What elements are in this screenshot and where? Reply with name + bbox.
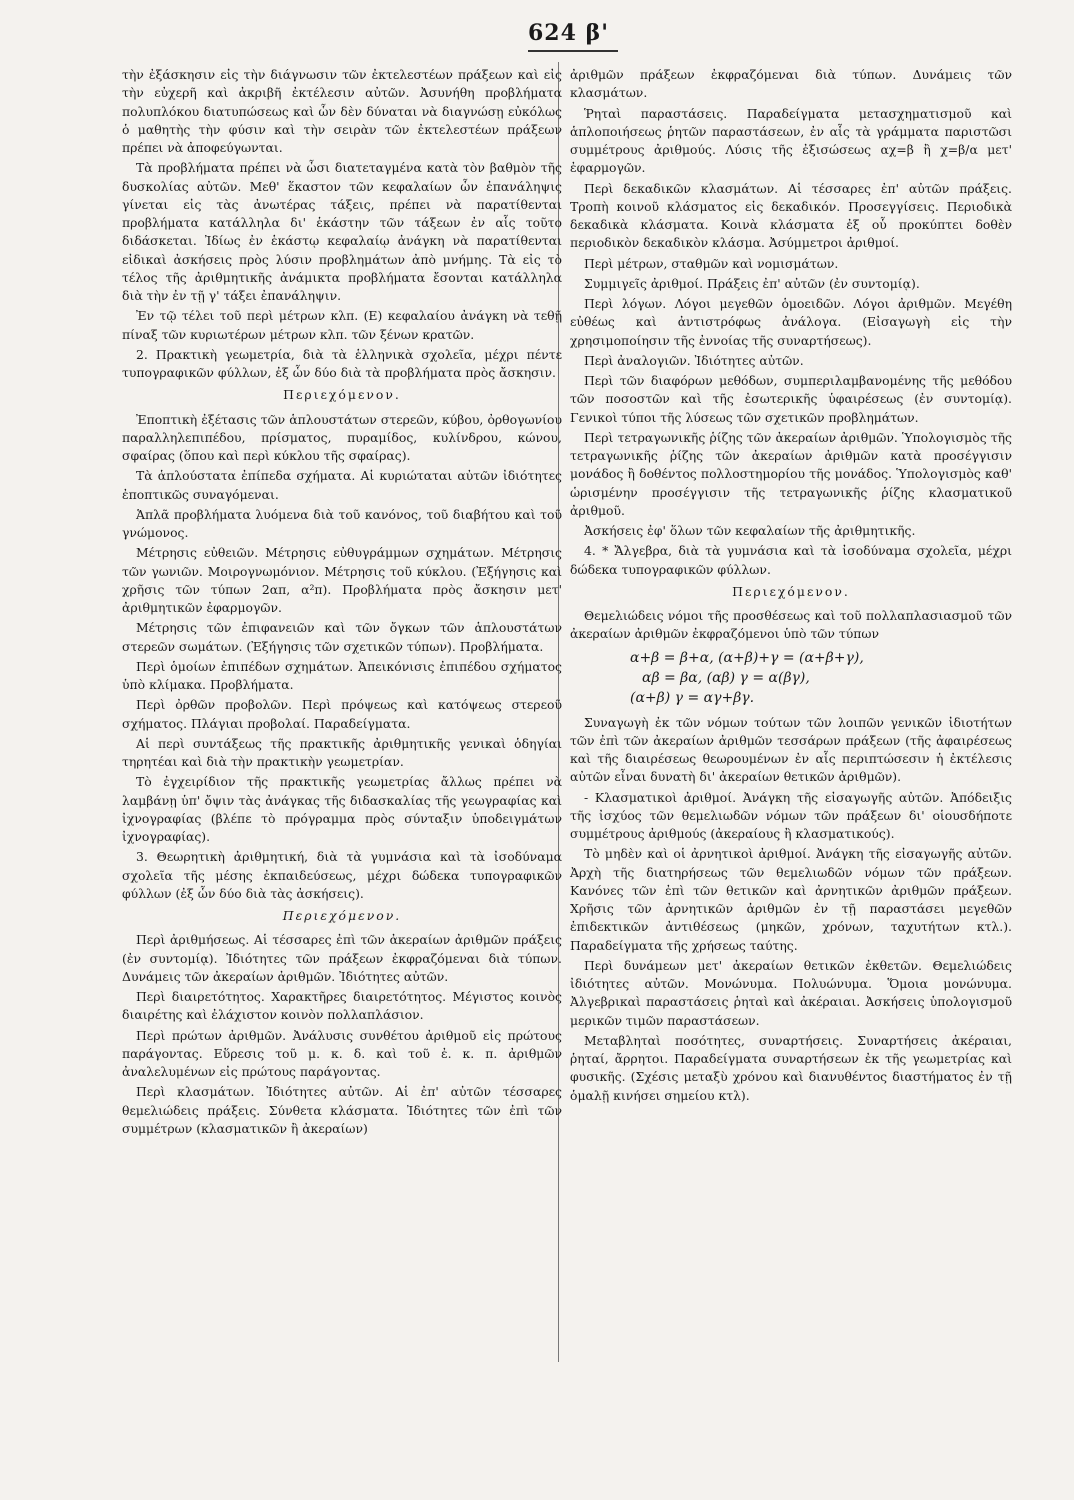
paragraph: Περὶ ἀριθμήσεως. Αἱ τέσσαρες ἐπὶ τῶν ἀκεραίων ἀριθμῶν πράξεις (ἐν συντομίᾳ). Ἰδιότητες τῶν πράξεων ἐκφραζόμεναι διὰ τύπων. Δυνάμεις τῶν ἀκεραίων ἀριθμῶν. Ἰδιότητες αὐτῶν. [122,932,562,984]
formula-line: α+β = β+α, (α+β)+γ = (α+β+γ), [630,649,864,666]
formula-line: (α+β) γ = αγ+βγ. [630,689,755,706]
paragraph: Τὸ ἐγχειρίδιον τῆς πρακτικῆς γεωμετρίας ἄλλως πρέπει νὰ λαμβάνῃ ὑπ' ὄψιν τὰς ἀνάγκας τῆς διδασκαλίας τῆς γεωγραφίας καὶ ἰχνογραφίας (βλέπε τὸ πρόγραμμα πρὸς σύνταξιν ὑποδειγμάτων ἰχνογραφίας). [122,774,562,844]
paragraph: Τὰ προβλήματα πρέπει νὰ ὦσι διατεταγμένα κατὰ τὸν βαθμὸν τῆς δυσκολίας αὐτῶν. Μεθ' ἕκαστον τῶν κεφαλαίων ὧν ἐπανάληψις γίνεται εἰς τὰς ἀνωτέρας τάξεις, πρέπει νὰ παρατίθενται προβλήματα κατάλληλα δι' ἑκάστην τῶν τάξεων ἐν αἷς τοῦτο διδάσκεται. Ἰδίως ἐν ἑκάστῳ κεφαλαίῳ ἀνάγκη νὰ παρατίθενται εἰδικαὶ ἀσκήσεις πρὸς λύσιν προβλημάτων ἀπὸ μνήμης. Τὰ εἰς τὸ τέλος τῆς ἀριθμητικῆς ἀνάμικτα προβλήματα ἔσονται κατάλληλα διὰ τὴν ἐν τῇ γ' τάξει ἐπανάληψιν. [122,160,562,303]
section-title: 4. * Ἄλγεβρα, διὰ τὰ γυμνάσια καὶ τὰ ἰσοδύναμα σχολεῖα, μέχρι δώδεκα τυπογραφικῶν φύλλων. [570,543,1012,577]
left-column [122,66,562,1140]
section-title: 3. Θεωρητικὴ ἀριθμητική, διὰ τὰ γυμνάσια καὶ τὰ ἰσοδύναμα σχολεῖα τῆς μέσης ἐκπαιδεύσεως, μέχρι δώδεκα τυπογραφικῶν φύλλων (ἐξ ὧν δύο διὰ τὰς ἀσκήσεις). [122,849,562,901]
paragraph: Περὶ ὁμοίων ἐπιπέδων σχημάτων. Ἀπεικόνισις ἐπιπέδου σχήματος ὑπὸ κλίμακα. Προβλήματα. [122,658,562,692]
section-heading: Περιεχόμενον. [282,908,402,923]
paragraph: Ἁπλᾶ προβλήματα λυόμενα διὰ τοῦ κανόνος, τοῦ διαβήτου καὶ τοῦ γνώμονος. [122,506,562,540]
paragraph: Ἐποπτικὴ ἐξέτασις τῶν ἁπλουστάτων στερεῶν, κύβου, ὀρθογωνίου παραλληλεπιπέδου, πρίσματος, πυραμίδος, κυλίνδρου, κώνου, σφαίρας (ὅπου καὶ περὶ κύκλου τῆς σφαίρας). [122,411,562,463]
page-number-underline [528,50,618,52]
paragraph: Μέτρησις τῶν ἐπιφανειῶν καὶ τῶν ὄγκων τῶν ἁπλουστάτων στερεῶν σωμάτων. (Ἐξήγησις τῶν σχετικῶν τύπων). Προβλήματα. [122,620,562,654]
paragraph: - Κλασματικοὶ ἀριθμοί. Ἀνάγκη τῆς εἰσαγωγῆς αὐτῶν. Ἀπόδειξις τῆς ἰσχύος τῶν θεμελιωδῶν νόμων τῶν πράξεων δι' οἱουσδήποτε συμμέτρους ἀριθμούς (ἀκεραίους ἢ κλασματικούς). [570,789,1012,841]
paragraph: Ῥηταὶ παραστάσεις. Παραδείγματα μετασχηματισμοῦ καὶ ἁπλοποιήσεως ῥητῶν παραστάσεων, ἐν αἷς τὰ γράμματα παριστῶσι συμμέτρους ἀριθμούς. Λύσις τῆς ἐξισώσεως αχ=β ἢ χ=β/α μετ' ἐφαρμογῶν. [570,105,1012,176]
paragraph: Μεταβληταὶ ποσότητες, συναρτήσεις. Συναρτήσεις ἀκέραιαι, ῥηταί, ἄρρητοι. Παραδείγματα συναρτήσεων ἐκ τῆς γεωμετρίας καὶ φυσικῆς. (Σχέσις μεταξὺ χρόνου καὶ διανυθέντος διαστήματος ἐν τῇ ὁμαλῇ κινήσει σημείου κτλ). [570,1032,1012,1103]
section-title: 2. Πρακτικὴ γεωμετρία, διὰ τὰ ἑλληνικὰ σχολεῖα, μέχρι πέντε τυπογραφικῶν φύλλων, ἐξ ὧν δύο διὰ τὰ προβλήματα πρὸς ἄσκησιν. [122,346,562,380]
paragraph: Θεμελιώδεις νόμοι τῆς προσθέσεως καὶ τοῦ πολλαπλασιασμοῦ τῶν ἀκεραίων ἀριθμῶν ἐκφραζόμενοι ὑπὸ τῶν τύπων [570,608,1012,642]
paragraph: Αἱ περὶ συντάξεως τῆς πρακτικῆς ἀριθμητικῆς γενικαὶ ὁδηγίαι τηρητέαι καὶ διὰ τὴν πρακτικὴν γεωμετρίαν. [122,735,562,769]
paragraph: τὴν ἐξάσκησιν εἰς τὴν διάγνωσιν τῶν ἐκτελεστέων πράξεων καὶ εἰς τὴν εὐχερῆ καὶ ἀκριβῆ ἐκτέλεσιν αὐτῶν. Ἀσυνήθη προβλήματα πολυπλόκου διατυπώσεως καὶ ὧν δὲν δύναται νὰ διαγνώσῃ εὐκόλως ὁ μαθητὴς τὴν φύσιν καὶ τὴν σειρὰν τῶν ἐκτελεστέων πράξεων πρέπει νὰ ἀποφεύγωνται. [122,67,562,155]
paragraph: Περὶ δεκαδικῶν κλασμάτων. Αἱ τέσσαρες ἐπ' αὐτῶν πράξεις. Τροπὴ κοινοῦ κλάσματος εἰς δεκαδικόν. Προσεγγίσεις. Περιοδικὰ δεκαδικὰ κλάσματα. Κοινὰ κλάσματα ἐξ οὗ προκύπτει δοθὲν περιοδικὸν δεκαδικὸν κλάσμα. Ἀσύμμετροι ἀριθμοί. [570,180,1012,251]
paragraph: Τὰ ἁπλούστατα ἐπίπεδα σχήματα. Αἱ κυριώταται αὐτῶν ἰδιότητες ἐποπτικῶς συναγόμεναι. [122,468,562,502]
paragraph: Περὶ μέτρων, σταθμῶν καὶ νομισμάτων. [584,255,839,271]
section-heading: Περιεχόμενον. [732,583,850,599]
paragraph: Περὶ ἀναλογιῶν. Ἰδιότητες αὐτῶν. [584,352,804,368]
paragraph: Περὶ τῶν διαφόρων μεθόδων, συμπεριλαμβανομένης τῆς μεθόδου τῶν ποσοστῶν καὶ τῆς ἐσωτερικῆς ὑφαιρέσεως (ἐν συντομίᾳ). Γενικοὶ τύποι τῆς λύσεως τῶν σχετικῶν προβλημάτων. [570,373,1012,425]
paragraph: Ἐν τῷ τέλει τοῦ περὶ μέτρων κλπ. (Ε) κεφαλαίου ἀνάγκη νὰ τεθῇ πίναξ τῶν κυριωτέρων μέτρων κλπ. τῶν ξένων κρατῶν. [122,308,562,342]
paragraph: Περὶ τετραγωνικῆς ῥίζης τῶν ἀκεραίων ἀριθμῶν. Ὑπολογισμὸς τῆς τετραγωνικῆς ῥίζης τῶν ἀκεραίων ἀριθμῶν κατὰ προσέγγισιν μονάδος ἢ δοθέντος πολλοστημορίου τῆς μονάδος. Ὑπολογισμὸς καθ' ὡρισμένην προσέγγισιν τῆς τετραγωνικῆς ῥίζης κλασματικοῦ ἀριθμοῦ. [570,429,1012,518]
formula-block [570,648,1012,708]
paragraph: Τὸ μηδὲν καὶ οἱ ἀρνητικοὶ ἀριθμοί. Ἀνάγκη τῆς εἰσαγωγῆς αὐτῶν. Ἀρχὴ τῆς διατηρήσεως τῶν θεμελιωδῶν νόμων τῶν πράξεων. Κανόνες τῶν ἐπὶ τῶν θετικῶν καὶ ἀρνητικῶν ἀριθμῶν πράξεων. Χρῆσις τῶν ἀρνητικῶν ἀριθμῶν ἐν τῇ παραστάσει μεγεθῶν ἐπιδεκτικῶν ἀντιθέσεως (μηκῶν, χρόνων, ταχυτήτων κτλ.). Παραδείγματα τῆς χρήσεως ταύτης. [570,846,1012,953]
paragraph: Περὶ πρώτων ἀριθμῶν. Ἀνάλυσις συνθέτου ἀριθμοῦ εἰς πρώτους παράγοντας. Εὕρεσις τοῦ μ. κ. δ. καὶ τοῦ ἐ. κ. π. ἀριθμῶν ἀναλελυμένων εἰς πρώτους παράγοντας. [122,1027,562,1079]
paragraph: Περὶ κλασμάτων. Ἰδιότητες αὐτῶν. Αἱ ἐπ' αὐτῶν τέσσαρες θεμελιώδεις πράξεις. Σύνθετα κλάσματα. Ἰδιότητες τῶν ἐπὶ τῶν συμμέτρων (κλασματικῶν ἢ ἀκεραίων) [122,1084,562,1136]
right-column [570,66,1012,1107]
paragraph: Συμμιγεῖς ἀριθμοί. Πράξεις ἐπ' αὐτῶν (ἐν συντομίᾳ). [584,275,920,291]
paragraph: Ἀσκήσεις ἐφ' ὅλων τῶν κεφαλαίων τῆς ἀριθμητικῆς. [584,523,916,538]
paragraph: Περὶ δυνάμεων μετ' ἀκεραίων θετικῶν ἐκθετῶν. Θεμελιώδεις ἰδιότητες αὐτῶν. Μονώνυμα. Πολυώνυμα. Ὅμοια μονώνυμα. Ἀλγεβρικαὶ παραστάσεις ῥηταὶ καὶ ἀκέραιαι. Ἀσκήσεις ὑπολογισμοῦ μερικῶν τιμῶν παραστάσεων. [570,957,1012,1028]
formula-line: αβ = βα, (αβ) γ = α(βγ), [642,669,810,686]
paragraph: Περὶ διαιρετότητος. Χαρακτῆρες διαιρετότητος. Μέγιστος κοινὸς διαιρέτης καὶ ἐλάχιστον κοινὸν πολλαπλάσιον. [122,989,562,1023]
page-number: 624 β' [528,20,609,46]
paragraph: Περὶ ὀρθῶν προβολῶν. Περὶ πρόψεως καὶ κατόψεως στερεοῦ σχήματος. Πλάγιαι προβολαί. Παραδείγματα. [122,697,562,731]
paragraph: Περὶ λόγων. Λόγοι μεγεθῶν ὁμοειδῶν. Λόγοι ἀριθμῶν. Μεγέθη εὐθέως καὶ ἀντιστρόφως ἀνάλογα. (Εἰσαγωγὴ εἰς τὴν χρησιμοποίησιν τῆς ἐννοίας τῆς συναρτήσεως). [570,296,1012,348]
paragraph: Μέτρησις εὐθειῶν. Μέτρησις εὐθυγράμμων σχημάτων. Μέτρησις τῶν γωνιῶν. Μοιρογνωμόνιον. Μέτρησις τοῦ κύκλου. (Ἐξήγησις καὶ χρῆσις τῶν τύπων 2απ, α²π). Προβλήματα πρὸς ἄσκησιν μετ' ἀριθμητικῶν ἐφαρμογῶν. [122,545,562,615]
paragraph: Συναγωγὴ ἐκ τῶν νόμων τούτων τῶν λοιπῶν γενικῶν ἰδιοτήτων τῶν ἐπὶ τῶν ἀκεραίων ἀριθμῶν τεσσάρων πράξεων (τῆς ἀφαιρέσεως καὶ τῆς διαιρέσεως θεωρουμένων ἐν αἷς περιπτώσεσιν ἡ ἐκτέλεσις αὐτῶν εἶναι δυνατὴ δι' ἀκεραίων θετικῶν ἀριθμῶν). [570,714,1012,785]
paragraph: ἀριθμῶν πράξεων ἐκφραζόμεναι διὰ τύπων. Δυνάμεις τῶν κλασμάτων. [570,67,1012,101]
section-heading: Περιεχόμενον. [283,387,401,403]
